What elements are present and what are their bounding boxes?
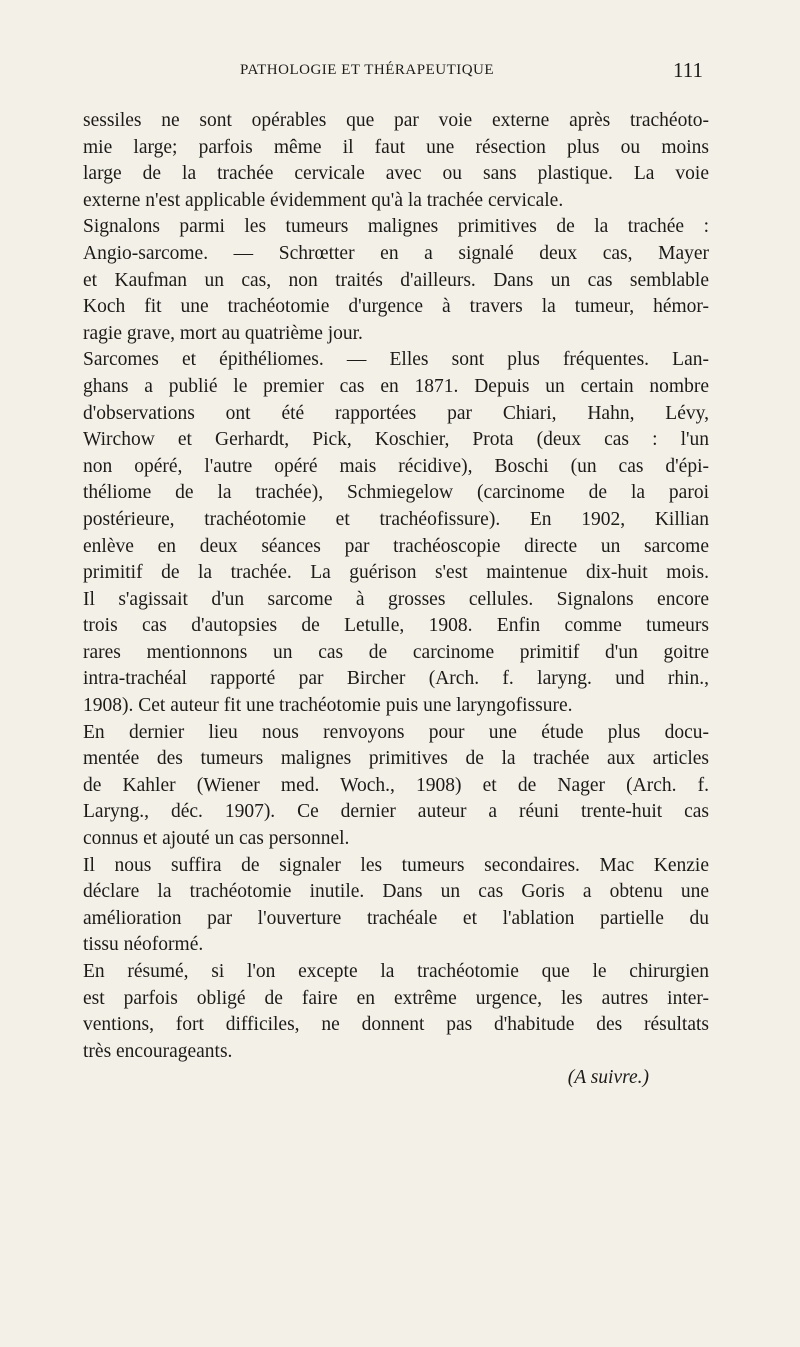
text-line: amélioration par l'ouverture trachéale et l'ablation partielle du [83, 907, 709, 929]
text-line: Angio-sarcome. — Schrœtter en a signalé deux cas, Mayer [83, 242, 709, 264]
text-line: connus et ajouté un cas personnel. [83, 828, 350, 850]
text-line: trois cas d'autopsies de Letulle, 1908. Enfin comme tumeurs [83, 615, 709, 637]
text-line: est parfois obligé de faire en extrême urgence, les autres inter- [83, 987, 709, 1009]
text-line: rares mentionnons un cas de carcinome primitif d'un goitre [83, 641, 709, 663]
text-line: postérieure, trachéotomie et trachéofissure). En 1902, Killian [83, 508, 709, 530]
page-header [0, 58, 800, 88]
text-line: intra-trachéal rapporté par Bircher (Arch. f. laryng. und rhin., [83, 668, 709, 690]
running-head: PATHOLOGIE ET THÉRAPEUTIQUE [240, 62, 495, 78]
text-line: ventions, fort difficiles, ne donnent pas d'habitude des résultats [83, 1014, 709, 1036]
text-line: Koch fit une trachéotomie d'urgence à travers la tumeur, hémor- [83, 296, 709, 318]
text-line: Signalons parmi les tumeurs malignes primitives de la trachée : [83, 216, 709, 238]
text-line: enlève en deux séances par trachéoscopie directe un sarcome [83, 535, 709, 557]
text-line: Sarcomes et épithéliomes. — Elles sont plus fréquentes. Lan- [83, 349, 709, 371]
text-line: externe n'est applicable évidemment qu'à la trachée cervicale. [83, 189, 564, 211]
text-line: En dernier lieu nous renvoyons pour une étude plus docu- [83, 721, 709, 743]
text-line: d'observations ont été rapportées par Chiari, Hahn, Lévy, [83, 402, 709, 424]
text-line: mentée des tumeurs malignes primitives de la trachée aux articles [83, 748, 709, 770]
text-line: théliome de la trachée), Schmiegelow (carcinome de la paroi [83, 482, 709, 504]
text-line: tissu néoformé. [83, 934, 204, 956]
text-line: primitif de la trachée. La guérison s'est maintenue dix-huit mois. [83, 562, 709, 584]
text-line: ghans a publié le premier cas en 1871. Depuis un certain nombre [83, 375, 709, 397]
text-line: non opéré, l'autre opéré mais récidive), Boschi (un cas d'épi- [83, 455, 709, 477]
text-line: Wirchow et Gerhardt, Pick, Koschier, Prota (deux cas : l'un [83, 429, 709, 451]
text-line: mie large; parfois même il faut une résection plus ou moins [83, 136, 709, 158]
text-line: sessiles ne sont opérables que par voie externe après trachéoto- [83, 110, 709, 131]
text-line: et Kaufman un cas, non traités d'ailleurs. Dans un cas semblable [83, 269, 709, 291]
text-line: Laryng., déc. 1907). Ce dernier auteur a réuni trente-huit cas [83, 801, 709, 823]
text-line: large de la trachée cervicale avec ou sans plastique. La voie [83, 163, 709, 185]
body-text [83, 108, 709, 1092]
text-line: En résumé, si l'on excepte la trachéotomie que le chirurgien [83, 961, 709, 982]
text-line: déclare la trachéotomie inutile. Dans un cas Goris a obtenu une [83, 881, 709, 903]
text-line: Il s'agissait d'un sarcome à grosses cellules. Signalons encore [83, 588, 709, 610]
to-be-continued: (A suivre.) [567, 1067, 649, 1089]
text-line: ragie grave, mort au quatrième jour. [83, 322, 363, 344]
text-line: très encourageants. [83, 1040, 233, 1062]
text-line: 1908). Cet auteur fit une trachéotomie puis une laryngofissure. [83, 695, 573, 717]
page-number: 111 [673, 58, 703, 82]
text-line: Il nous suffira de signaler les tumeurs secondaires. Mac Kenzie [83, 854, 709, 876]
text-line: de Kahler (Wiener med. Woch., 1908) et de Nager (Arch. f. [83, 774, 709, 796]
